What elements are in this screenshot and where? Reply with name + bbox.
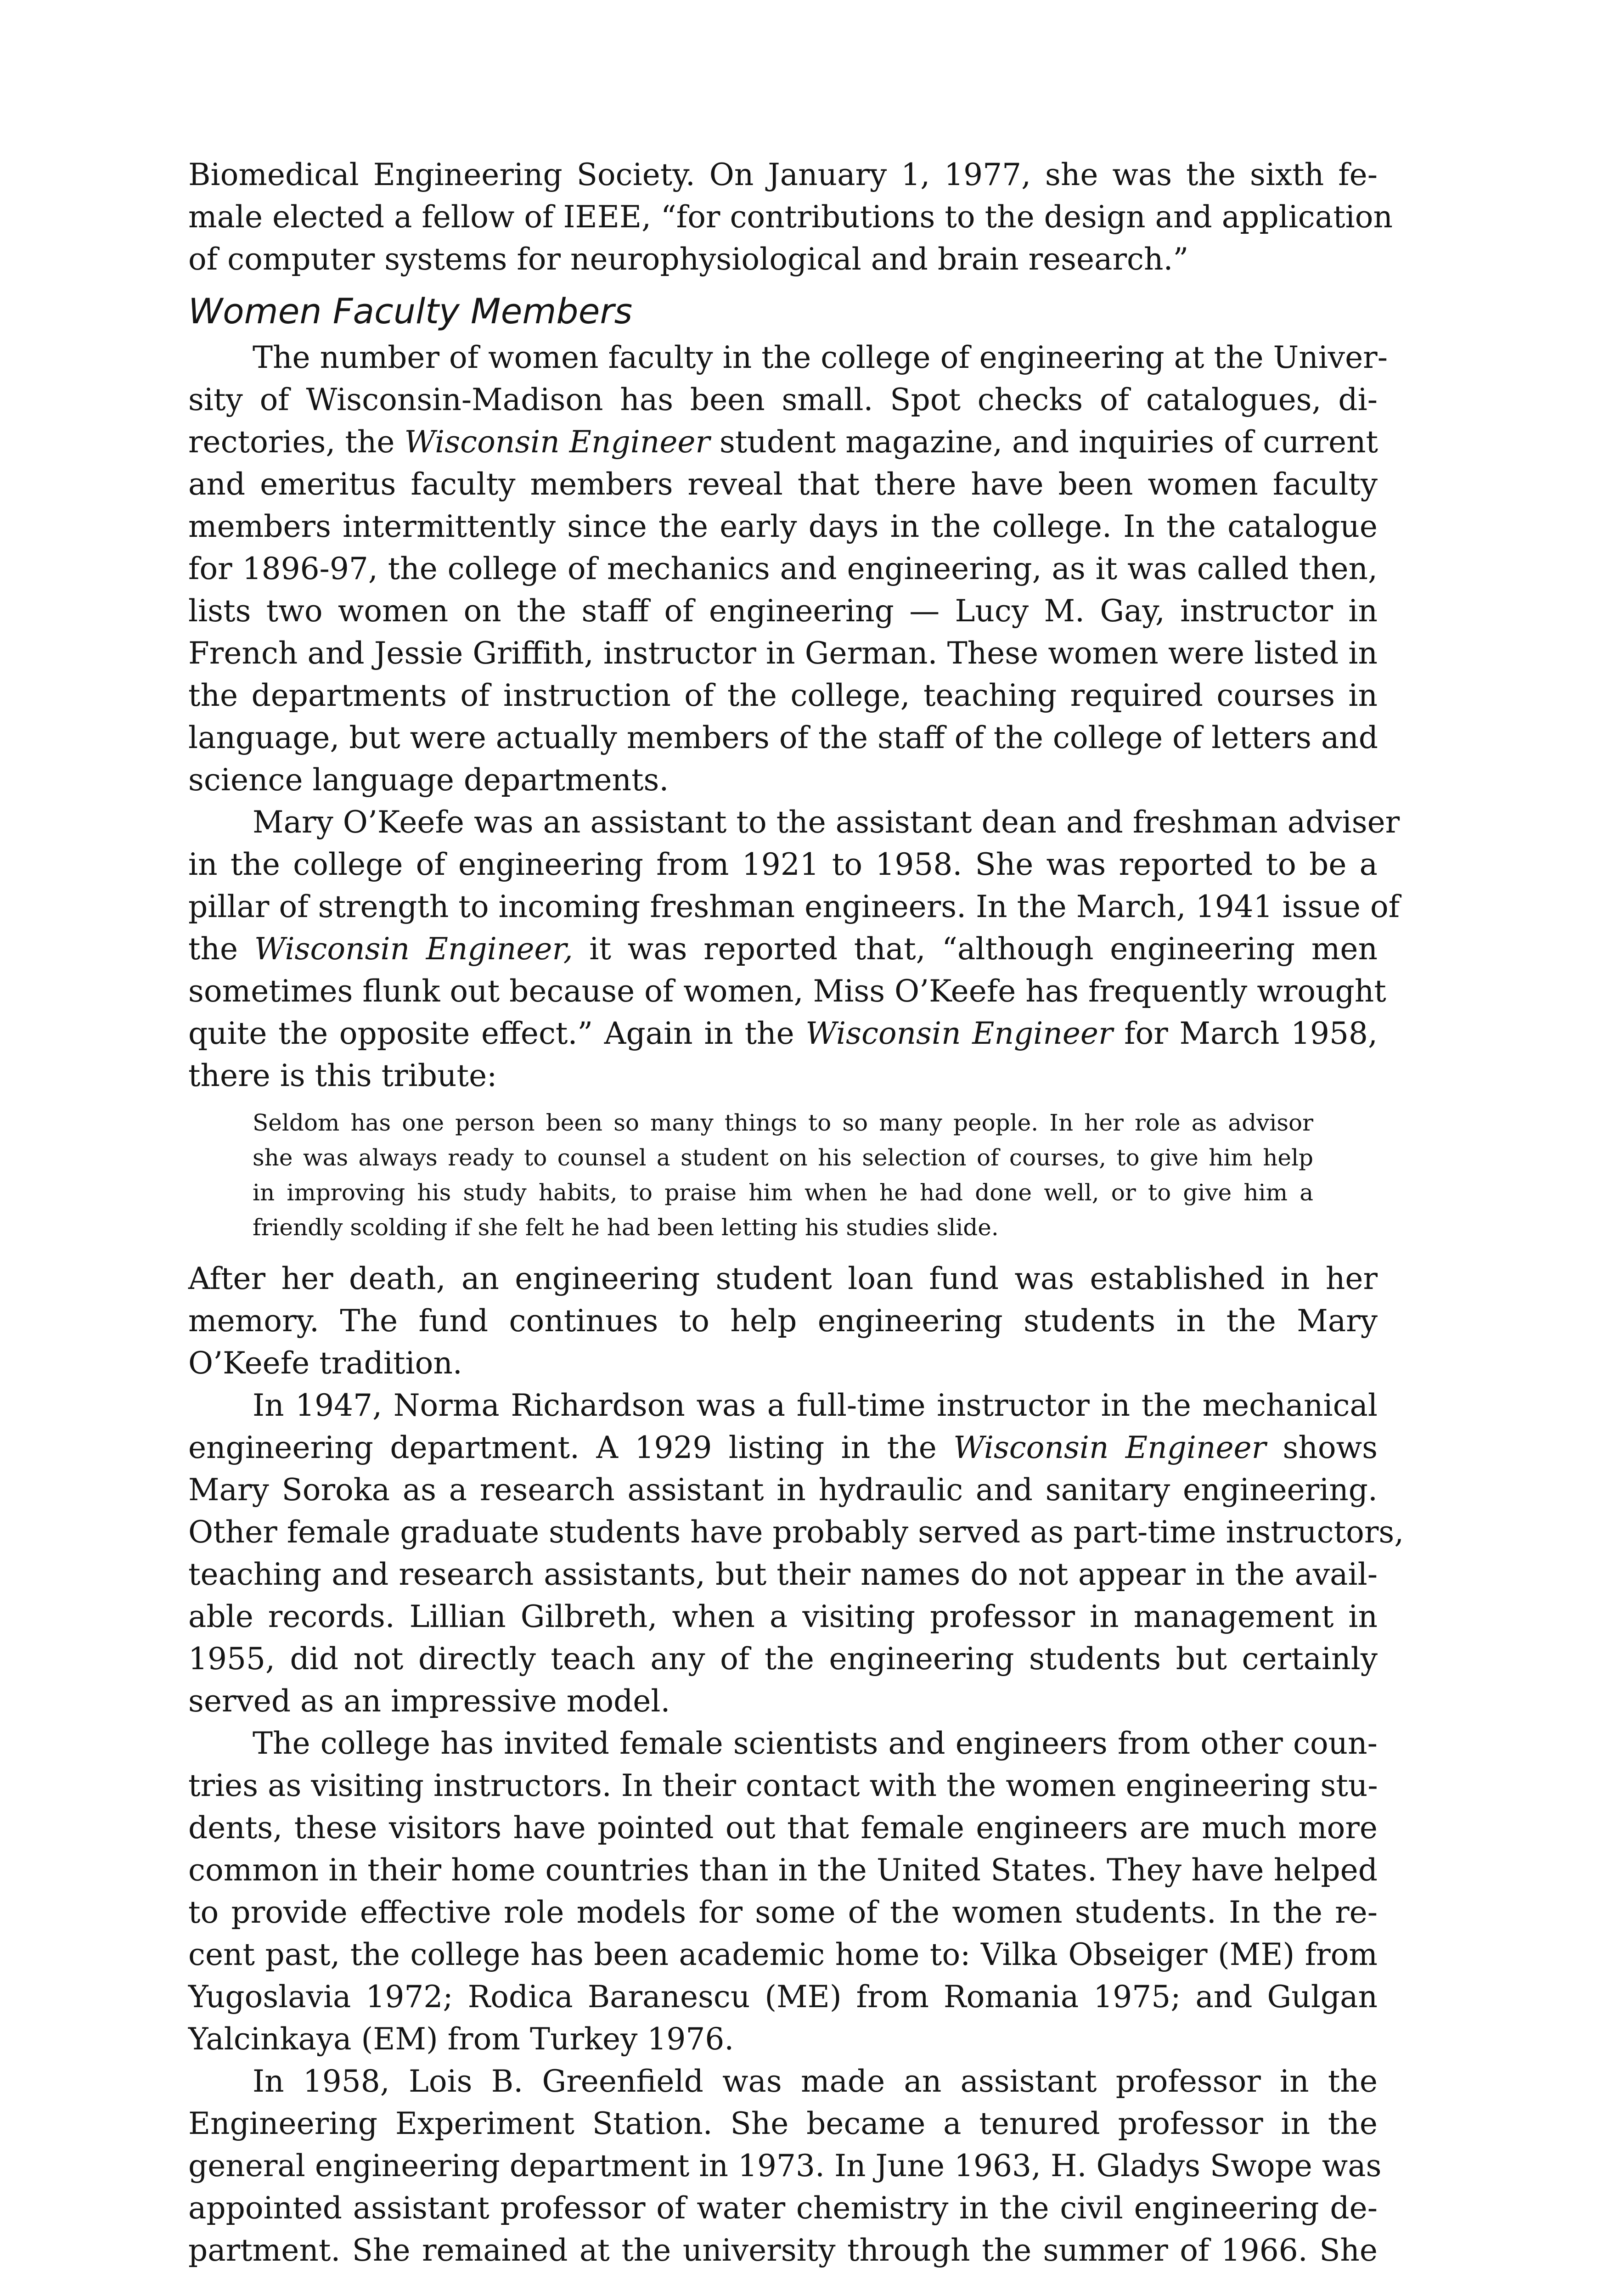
text-line: cent past, the college has been academic home to: Vilka Obseiger (ME) from: [188, 1937, 1378, 1972]
section-heading: Women Faculty Members: [188, 291, 633, 332]
quote-line: she was always ready to counsel a student on his selection of courses, to give him help: [253, 1144, 1313, 1171]
text-line: to provide effective role models for some of the women students. In the re-: [188, 1895, 1378, 1930]
text-line: common in their home countries than in the United States. They have helped: [188, 1852, 1378, 1888]
intro-paragraph: [188, 154, 1393, 281]
text-line: [188, 1427, 1378, 1469]
text-line: After her death, an engineering student loan fund was established in her: [188, 1261, 1378, 1296]
text-line: Mary O’Keefe was an assistant to the assistant dean and freshman adviser: [253, 805, 1400, 840]
text-line: for 1896-97, the college of mechanics and engineering, as it was called then,: [188, 551, 1378, 586]
text-line: teaching and research assistants, but their names do not appear in the avail-: [188, 1557, 1378, 1592]
text-line: able records. Lillian Gilbreth, when a visiting professor in management in: [188, 1599, 1378, 1634]
text-span: engineering department. A 1929 listing in the: [188, 1430, 954, 1465]
text-line: [188, 421, 1378, 463]
publication-title: Wisconsin Engineer,: [254, 931, 573, 967]
text-line: [188, 1013, 1378, 1055]
text-line: of computer systems for neurophysiological and brain research.”: [188, 242, 1189, 277]
text-line: French and Jessie Griffith, instructor in German. These women were listed in: [188, 636, 1378, 671]
text-line: in the college of engineering from 1921 to 1958. She was reported to be a: [188, 847, 1378, 882]
text-span: shows: [1266, 1430, 1378, 1465]
text-span: the: [188, 931, 254, 967]
quote-line: friendly scolding if she felt he had been letting his studies slide.: [253, 1214, 999, 1241]
text-line: Engineering Experiment Station. She became a tenured professor in the: [188, 2106, 1378, 2141]
publication-title: Wisconsin Engineer: [404, 424, 710, 460]
text-line: Biomedical Engineering Society. On January 1, 1977, she was the sixth fe-: [188, 157, 1378, 192]
text-line: sometimes flunk out because of women, Miss O’Keefe has frequently wrought: [188, 974, 1386, 1009]
paragraph: [188, 801, 1400, 1097]
paragraph: [188, 1722, 1378, 2060]
text-line: [188, 928, 1378, 970]
text-line: science language departments.: [188, 762, 669, 798]
text-span: rectories, the: [188, 424, 405, 460]
quote-line: Seldom has one person been so many things to so many people. In her role as advisor: [253, 1109, 1313, 1136]
text-line: Mary Soroka as a research assistant in hydraulic and sanitary engineering.: [188, 1472, 1378, 1508]
text-line: language, but were actually members of the staff of the college of letters and: [188, 720, 1378, 755]
text-line: male elected a fellow of IEEE, “for contributions to the design and application: [188, 199, 1393, 235]
text-line: memory. The fund continues to help engineering students in the Mary: [188, 1303, 1378, 1339]
text-span: it was reported that, “although engineering men: [573, 931, 1378, 967]
text-line: lists two women on the staff of engineering — Lucy M. Gay, instructor in: [188, 593, 1378, 629]
text-line: served as an impressive model.: [188, 1683, 670, 1719]
document-page: [188, 154, 1404, 2272]
text-line: there is this tribute:: [188, 1058, 497, 1093]
quote-line: in improving his study habits, to praise him when he had done well, or to give him a: [253, 1179, 1313, 1206]
text-line: partment. She remained at the university through the summer of 1966. She: [188, 2233, 1378, 2268]
publication-title: Wisconsin Engineer: [953, 1430, 1266, 1465]
text-line: appointed assistant professor of water chemistry in the civil engineering de-: [188, 2190, 1378, 2226]
text-span: for March 1958,: [1113, 1016, 1378, 1051]
text-line: members intermittently since the early days in the college. In the catalogue: [188, 509, 1378, 544]
text-line: In 1947, Norma Richardson was a full-time instructor in the mechanical: [253, 1388, 1378, 1423]
text-line: Other female graduate students have probably served as part-time instructors,: [188, 1514, 1404, 1550]
paragraph: [188, 337, 1388, 801]
paragraph: [188, 2060, 1382, 2272]
block-quote: [253, 1105, 1313, 1245]
text-line: The college has invited female scientists and engineers from other coun-: [253, 1726, 1378, 1761]
paragraph: [188, 1384, 1404, 1722]
text-line: tries as visiting instructors. In their contact with the women engineering stu-: [188, 1768, 1378, 1803]
text-line: pillar of strength to incoming freshman engineers. In the March, 1941 issue of: [188, 889, 1400, 924]
text-line: Yalcinkaya (EM) from Turkey 1976.: [188, 2021, 734, 2057]
text-span: quite the opposite effect.” Again in the: [188, 1016, 806, 1051]
text-line: Yugoslavia 1972; Rodica Baranescu (ME) from Romania 1975; and Gulgan: [188, 1979, 1378, 2015]
text-line: the departments of instruction of the college, teaching required courses in: [188, 678, 1378, 713]
text-line: sity of Wisconsin-Madison has been small. Spot checks of catalogues, di-: [188, 382, 1378, 417]
text-line: In 1958, Lois B. Greenfield was made an assistant professor in the: [253, 2064, 1378, 2099]
text-line: and emeritus faculty members reveal that there have been women faculty: [188, 467, 1378, 502]
text-line: O’Keefe tradition.: [188, 1345, 462, 1381]
text-line: dents, these visitors have pointed out that female engineers are much more: [188, 1810, 1378, 1846]
paragraph: [188, 1258, 1378, 1384]
text-line: The number of women faculty in the college of engineering at the Univer-: [253, 340, 1388, 375]
text-line: 1955, did not directly teach any of the engineering students but certainly: [188, 1641, 1378, 1677]
text-line: general engineering department in 1973. In June 1963, H. Gladys Swope was: [188, 2148, 1382, 2183]
publication-title: Wisconsin Engineer: [805, 1016, 1113, 1051]
text-span: student magazine, and inquiries of current: [710, 424, 1378, 460]
